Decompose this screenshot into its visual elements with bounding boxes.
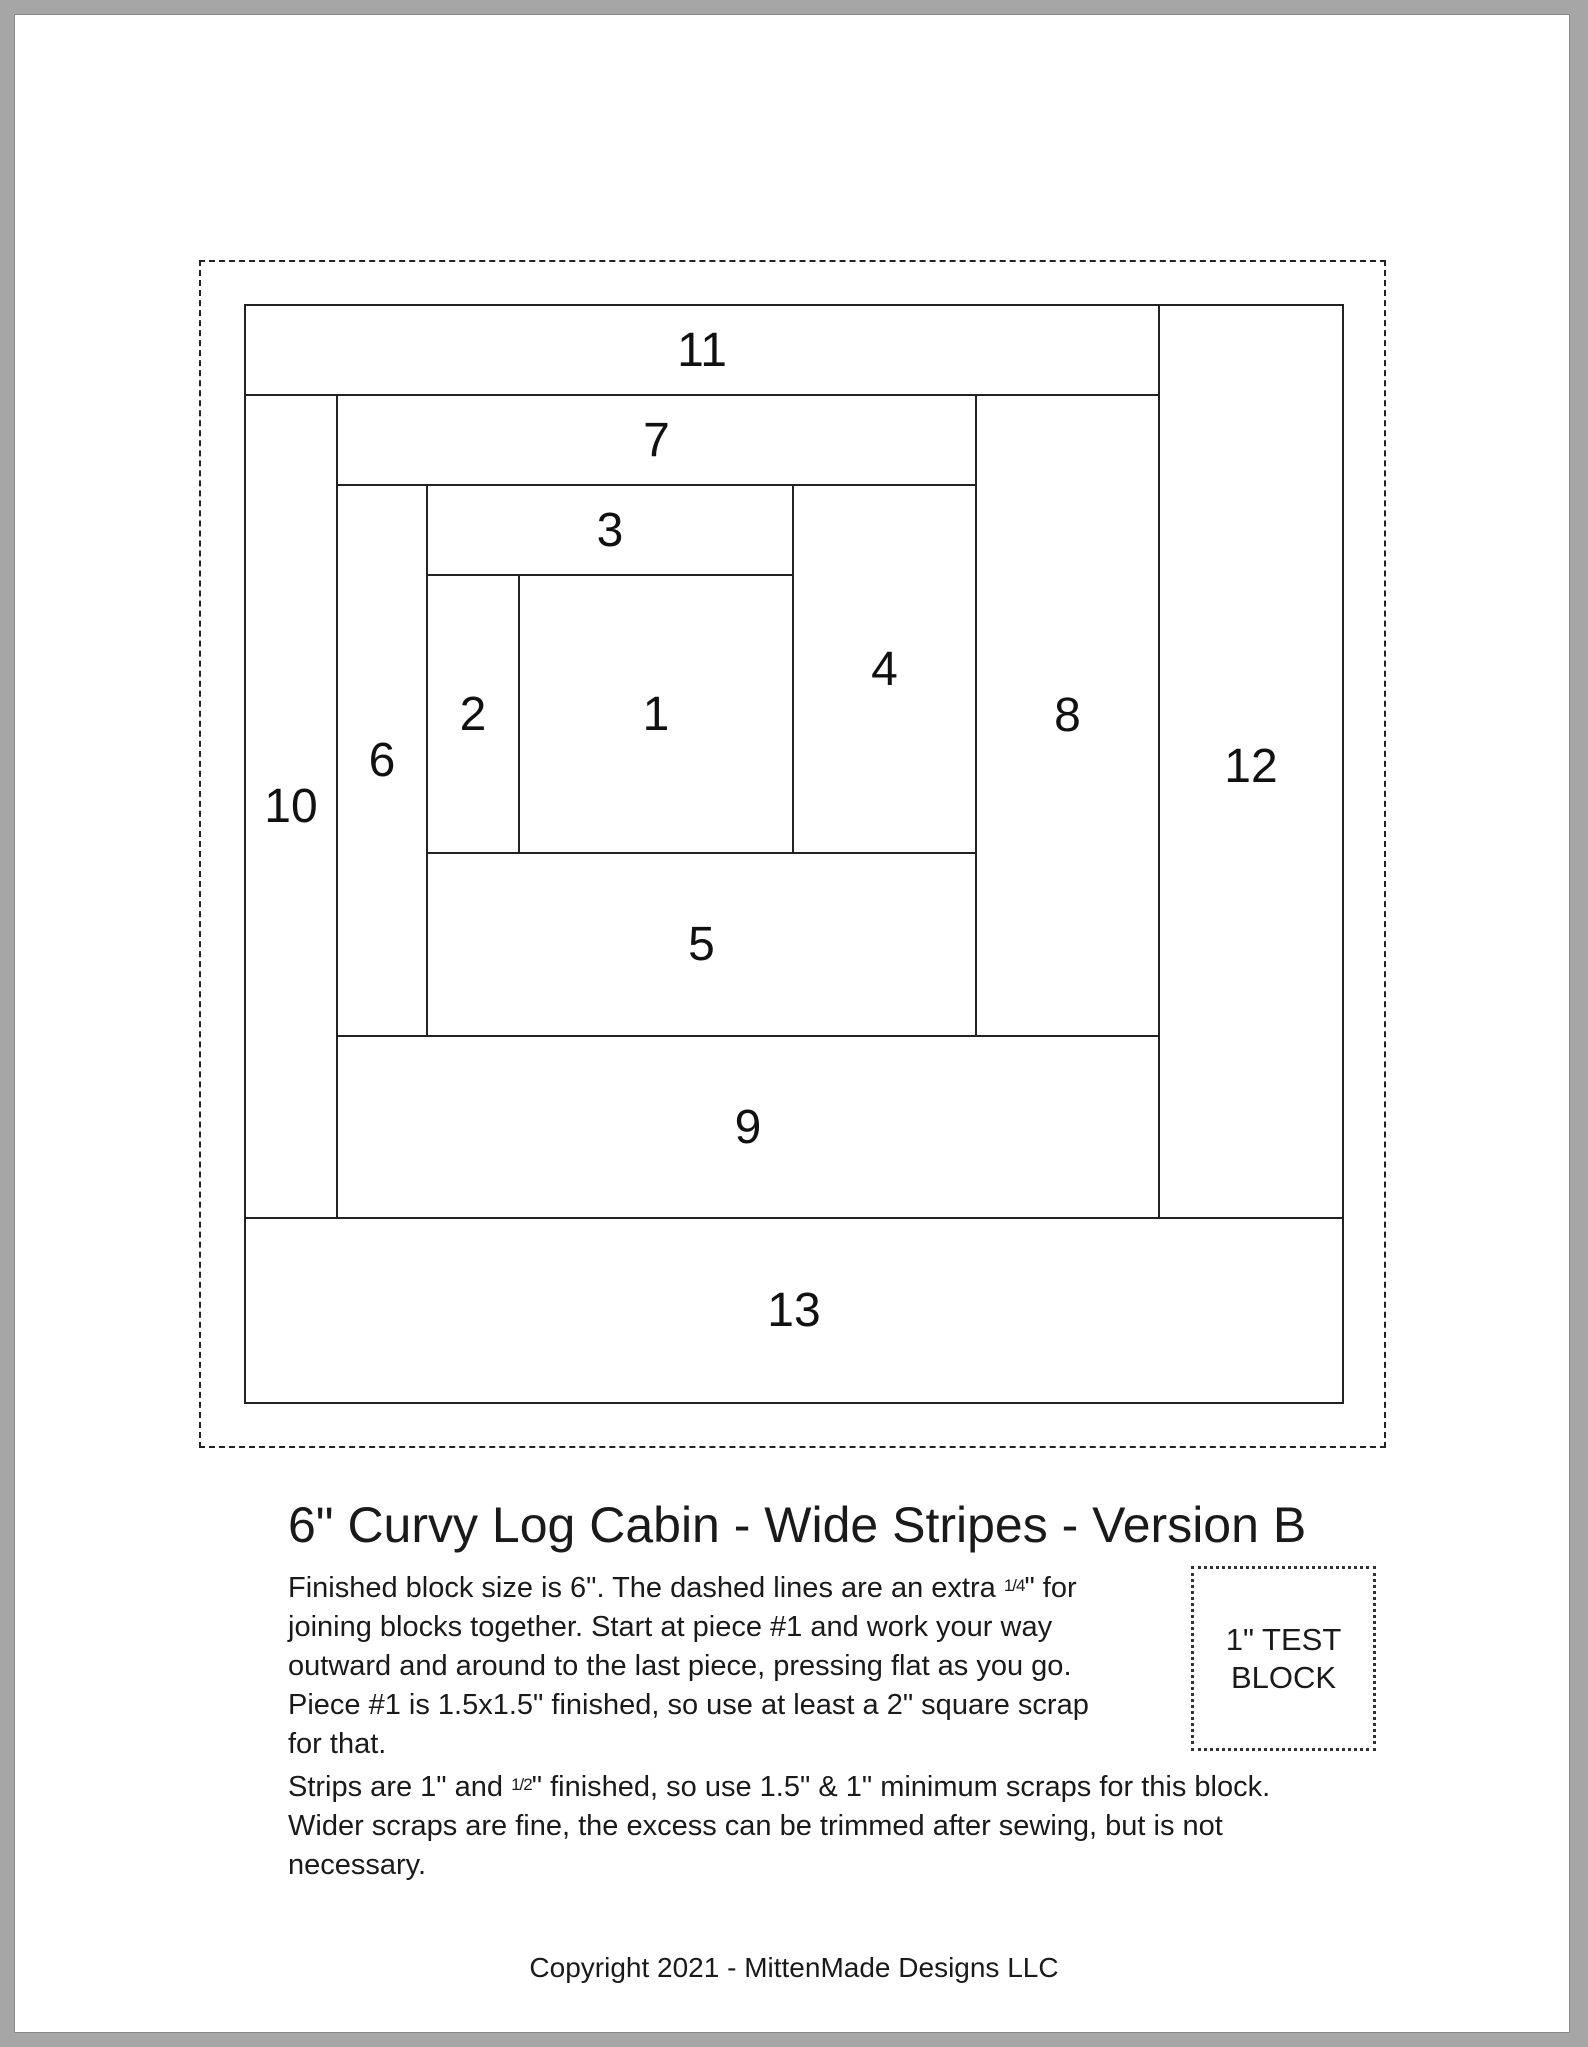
instructions-paragraph-2 xyxy=(288,1765,1270,1885)
test-block-label-line1: 1" TEST xyxy=(1225,1621,1342,1657)
test-block-label-line2: BLOCK xyxy=(1230,1659,1337,1695)
piece-9: 9 xyxy=(336,1035,1160,1219)
piece-6: 6 xyxy=(336,484,428,1037)
instruction-line: Finished block size is 6". The dashed lines are an extra 1/4" for xyxy=(288,1566,1089,1608)
log-cabin-block xyxy=(244,304,1344,1404)
piece-8: 8 xyxy=(975,394,1160,1037)
instruction-line: outward and around to the last piece, pressing flat as you go. xyxy=(288,1650,1072,1682)
piece-11: 11 xyxy=(244,304,1160,396)
fraction-quarter: 1/4 xyxy=(1003,1576,1025,1595)
piece-2: 2 xyxy=(426,574,520,854)
instruction-line: joining blocks together. Start at piece #1 and work your way xyxy=(288,1611,1053,1643)
instruction-line: Wider scraps are fine, the excess can be trimmed after sewing, but is not xyxy=(288,1810,1223,1842)
copyright-notice: Copyright 2021 - MittenMade Designs LLC xyxy=(529,1952,1059,1983)
pattern-title: 6" Curvy Log Cabin - Wide Stripes - Version B xyxy=(288,1497,1307,1553)
piece-3: 3 xyxy=(426,484,794,576)
fraction-half: 1/2 xyxy=(511,1775,532,1794)
piece-7: 7 xyxy=(336,394,977,486)
piece-5: 5 xyxy=(426,852,977,1037)
instructions-paragraph-1 xyxy=(288,1566,1089,1764)
test-block-square xyxy=(1191,1566,1376,1751)
piece-10: 10 xyxy=(244,394,338,1219)
piece-1: 1 xyxy=(518,574,794,854)
instruction-line: necessary. xyxy=(288,1849,427,1881)
piece-12: 12 xyxy=(1158,304,1344,1219)
piece-4: 4 xyxy=(792,484,977,854)
instruction-line: Strips are 1" and 1/2" finished, so use 1.5" & 1" minimum scraps for this block. xyxy=(288,1765,1270,1807)
instruction-line: Piece #1 is 1.5x1.5" finished, so use at least a 2" square scrap xyxy=(288,1689,1089,1721)
piece-13: 13 xyxy=(244,1217,1344,1404)
instruction-line: for that. xyxy=(288,1728,387,1760)
